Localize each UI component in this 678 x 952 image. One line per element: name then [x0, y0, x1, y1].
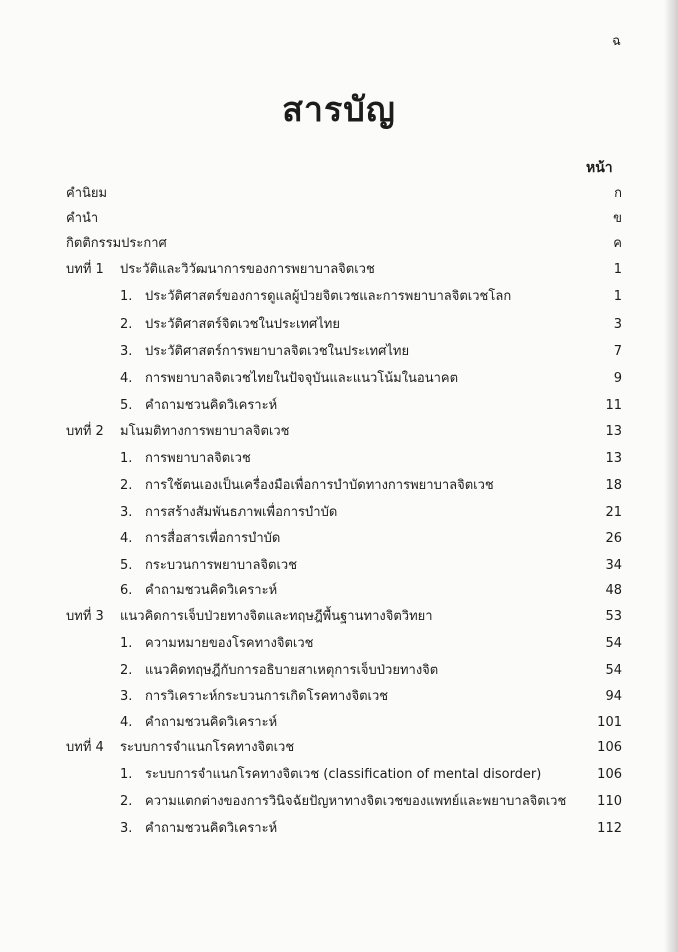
- item-title: การพยาบาลจิตเวชไทยในปัจจุบันและแนวโน้มในอนาคต: [145, 371, 459, 386]
- item-number: 4.: [120, 531, 133, 546]
- toc-entry-page: 1: [613, 289, 622, 304]
- item-title: คำถามชวนคิดวิเคราะห์: [145, 821, 278, 836]
- page-number: ฉ: [612, 34, 621, 49]
- toc-entry-page: 54: [605, 636, 622, 651]
- toc-item-row: [0, 764, 678, 786]
- chapter-number: บทที่ 3: [66, 609, 104, 624]
- toc-item-row: [0, 528, 678, 550]
- item-title: ความหมายของโรคทางจิตเวช: [145, 636, 314, 651]
- item-number: 5.: [120, 558, 133, 573]
- toc-item-row: [0, 580, 678, 602]
- chapter-title: แนวคิดการเจ็บป่วยทางจิตและทฤษฎีพื้นฐานทางจิตวิทยา: [120, 609, 433, 624]
- toc-item-row: [0, 555, 678, 577]
- toc-entry-page: 106: [597, 740, 622, 755]
- item-number: 3.: [120, 689, 133, 704]
- chapter-number: บทที่ 2: [66, 424, 104, 439]
- item-title: คำถามชวนคิดวิเคราะห์: [145, 583, 278, 598]
- chapter-title: ระบบการจำแนกโรคทางจิตเวช: [120, 740, 295, 755]
- item-title: ระบบการจำแนกโรคทางจิตเวช (classification of mental disorder): [145, 767, 542, 782]
- toc-entry-page: 110: [597, 794, 622, 809]
- toc-front-row: [0, 183, 678, 205]
- toc-entry-page: 18: [605, 478, 622, 493]
- item-title: ประวัติศาสตร์ของการดูแลผู้ป่วยจิตเวชและการพยาบาลจิตเวชโลก: [145, 289, 512, 304]
- toc-item-row: [0, 660, 678, 682]
- toc-front-row: [0, 208, 678, 230]
- toc-entry-page: ค: [613, 236, 622, 251]
- toc-entry-label: คำนำ: [66, 211, 99, 226]
- toc-chapter-row: [0, 737, 678, 759]
- item-number: 2.: [120, 317, 133, 332]
- toc-entry-page: 13: [605, 424, 622, 439]
- item-number: 5.: [120, 398, 133, 413]
- item-number: 3.: [120, 821, 133, 836]
- toc-entry-page: 3: [613, 317, 622, 332]
- item-title: การวิเคราะห์กระบวนการเกิดโรคทางจิตเวช: [145, 689, 389, 704]
- item-title: ประวัติศาสตร์จิตเวชในประเทศไทย: [145, 317, 340, 332]
- item-number: 3.: [120, 505, 133, 520]
- toc-chapter-row: [0, 421, 678, 443]
- item-title: คำถามชวนคิดวิเคราะห์: [145, 715, 278, 730]
- toc-entry-page: 9: [613, 371, 622, 386]
- item-title: กระบวนการพยาบาลจิตเวช: [145, 558, 298, 573]
- chapter-title: มโนมติทางการพยาบาลจิตเวช: [120, 424, 290, 439]
- item-title: แนวคิดทฤษฎีกับการอธิบายสาเหตุการเจ็บป่วยทางจิต: [145, 663, 439, 678]
- item-number: 1.: [120, 767, 133, 782]
- item-number: 2.: [120, 794, 133, 809]
- toc-entry-page: 34: [605, 558, 622, 573]
- item-number: 1.: [120, 289, 133, 304]
- toc-entry-page: ก: [614, 186, 622, 201]
- item-number: 2.: [120, 478, 133, 493]
- toc-item-row: [0, 448, 678, 470]
- item-title: การพยาบาลจิตเวช: [145, 451, 251, 466]
- item-title: การสื่อสารเพื่อการบำบัด: [145, 531, 281, 546]
- toc-entry-page: 53: [605, 609, 622, 624]
- item-number: 1.: [120, 451, 133, 466]
- toc-entry-page: 11: [605, 398, 622, 413]
- toc-entry-page: 1: [613, 262, 622, 277]
- toc-entry-page: 7: [613, 344, 622, 359]
- page-title: สารบัญ: [282, 90, 396, 130]
- item-number: 4.: [120, 371, 133, 386]
- item-title: คำถามชวนคิดวิเคราะห์: [145, 398, 278, 413]
- toc-item-row: [0, 712, 678, 734]
- toc-entry-page: 48: [605, 583, 622, 598]
- toc-entry-page: ข: [613, 211, 622, 226]
- toc-entry-page: 94: [605, 689, 622, 704]
- toc-item-row: [0, 368, 678, 390]
- toc-item-row: [0, 502, 678, 524]
- toc-item-row: [0, 286, 678, 308]
- item-number: 2.: [120, 663, 133, 678]
- toc-entry-page: 21: [605, 505, 622, 520]
- toc-item-row: [0, 633, 678, 655]
- item-number: 4.: [120, 715, 133, 730]
- toc-entry-page: 54: [605, 663, 622, 678]
- item-title: ความแตกต่างของการวินิจฉัยปัญหาทางจิตเวชของแพทย์และพยาบาลจิตเวช: [145, 794, 567, 809]
- item-number: 6.: [120, 583, 133, 598]
- chapter-number: บทที่ 4: [66, 740, 104, 755]
- item-title: การใช้ตนเองเป็นเครื่องมือเพื่อการบำบัดทางการพยาบาลจิตเวช: [145, 478, 494, 493]
- toc-entry-page: 112: [597, 821, 622, 836]
- toc-front-row: [0, 233, 678, 255]
- toc-item-row: [0, 341, 678, 363]
- toc-item-row: [0, 818, 678, 840]
- item-number: 3.: [120, 344, 133, 359]
- item-number: 1.: [120, 636, 133, 651]
- chapter-number: บทที่ 1: [66, 262, 104, 277]
- toc-item-row: [0, 791, 678, 813]
- toc-entry-page: 106: [597, 767, 622, 782]
- item-title: การสร้างสัมพันธภาพเพื่อการบำบัด: [145, 505, 338, 520]
- toc-item-row: [0, 314, 678, 336]
- toc-entry-label: กิตติกรรมประกาศ: [66, 236, 167, 251]
- page-column-header: หน้า: [586, 160, 613, 176]
- toc-item-row: [0, 686, 678, 708]
- toc-entry-label: คำนิยม: [66, 186, 108, 201]
- toc-entry-page: 13: [605, 451, 622, 466]
- item-title: ประวัติศาสตร์การพยาบาลจิตเวชในประเทศไทย: [145, 344, 410, 359]
- toc-chapter-row: [0, 259, 678, 281]
- toc-item-row: [0, 395, 678, 417]
- toc-chapter-row: [0, 606, 678, 628]
- toc-entry-page: 101: [597, 715, 622, 730]
- chapter-title: ประวัติและวิวัฒนาการของการพยาบาลจิตเวช: [120, 262, 375, 277]
- toc-item-row: [0, 475, 678, 497]
- toc-entry-page: 26: [605, 531, 622, 546]
